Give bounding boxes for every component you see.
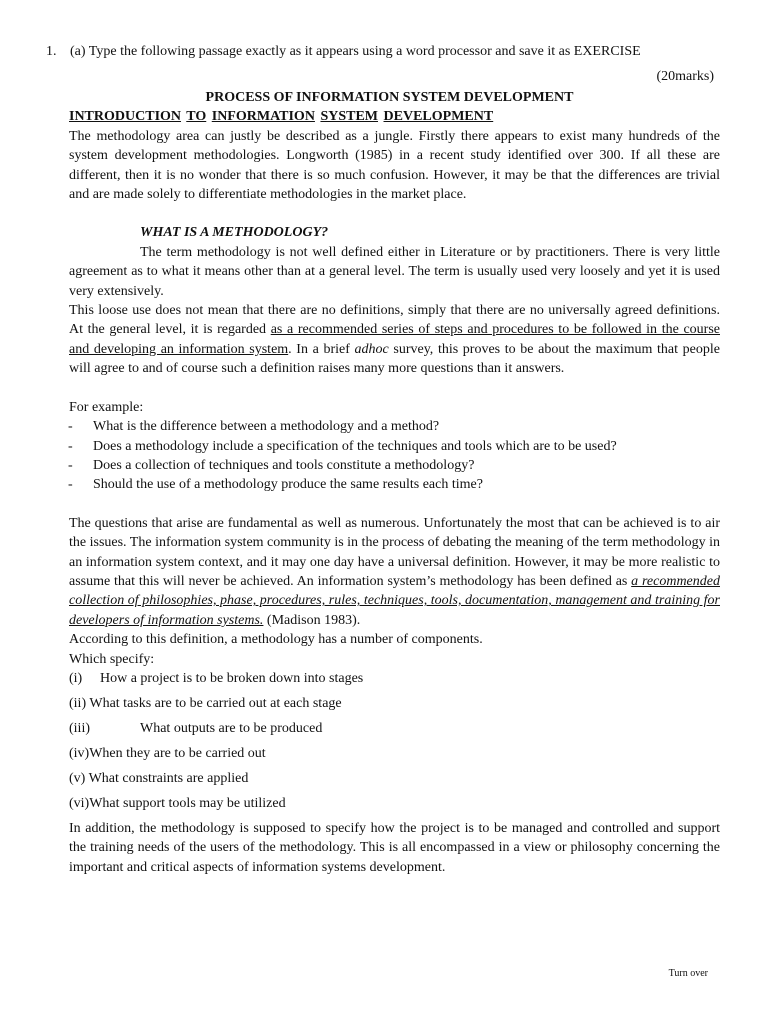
list-item: - Does a collection of techniques and tools constitute a methodology?: [68, 457, 475, 473]
question-instruction: (a) Type the following passage exactly as it appears using a word processor and save it as EXERCISE: [70, 44, 641, 59]
list-item: - Should the use of a methodology produce the same results each time?: [68, 477, 483, 493]
paragraph-closing: In addition, the methodology is supposed to specify how the project is to be managed and controlled and support the training needs of the users of the methodology. This is all encompassed in a view or philosophy concerning the important and critical aspects of information systems development.: [69, 820, 720, 875]
question-number: 1.: [46, 44, 57, 59]
question-list: [69, 417, 720, 495]
definition-underlined: as a recommended series of steps and procedures to be followed in the course and developing an information system: [69, 322, 720, 357]
list-item: - What is the difference between a methodology and a method?: [68, 419, 440, 435]
intro-heading: INTRODUCTION TO INFORMATION SYSTEM DEVELOPMENT: [69, 109, 494, 125]
example-intro: For example:: [69, 399, 144, 415]
paragraph-intro: The methodology area can justly be described as a jungle. Firstly there appears to exist many hundreds of the system development methodologies. Longworth (1985) in a recent study identified over 300. If all these are different, then it is no wonder that there is so much confusion. However, it may be that the differences are trivial and are made solely to differentiate methodologies in the market place.: [69, 128, 720, 203]
madison-definition: a recommended collection of philosophies, phase, procedures, rules, techniques, tools, documentation, management and training for developers of information systems.: [69, 573, 720, 628]
list-item: - Does a methodology include a specification of the techniques and tools which are to be used?: [68, 438, 617, 454]
list-item: (vi)What support tools may be utilized: [69, 795, 286, 811]
question-marks: (20marks): [656, 69, 714, 84]
paragraph-loose-use: This loose use does not mean that there are no definitions, simply that there are no universally agreed definitions. At the general level, it is regarded as a recommended series of steps and procedures to be followed in the course and developing an information system. In a brief adhoc survey, this proves to be about the maximum that people will agree to and of course such a definition raises many more questions than it answers.: [69, 303, 720, 377]
turn-over-note: Turn over: [668, 968, 708, 979]
which-specify: Which specify:: [69, 651, 155, 667]
subheading-methodology: WHAT IS A METHODOLOGY?: [140, 225, 329, 241]
paragraph-components: According to this definition, a methodology has a number of components.: [69, 632, 483, 648]
list-item: (ii) What tasks are to be carried out at each stage: [69, 695, 342, 711]
paragraph-definition: The term methodology is not well defined either in Literature or by practitioners. There is very little agreement as to what it means other than at a general level. The term is usually used very loosely and yet it is used very extensively.: [69, 244, 720, 299]
list-item: (iv)When they are to be carried out: [69, 745, 266, 761]
components-list: [69, 669, 720, 819]
paragraph-questions: The questions that arise are fundamental as well as numerous. Unfortunately the most that can be achieved is to air the issues. The information system community is in the process of debating the meaning of the term methodology in an information system context, and it may one day have a universal definition. However, it may be more realistic to assume that this will never be achieved. An information system’s methodology has been defined as a recommended collection of philosophies, phase, procedures, rules, techniques, tools, documentation, management and training for developers of information systems. (Madison 1983).: [69, 515, 721, 628]
list-item: (iii) What outputs are to be produced: [69, 720, 323, 736]
passage: [69, 88, 720, 877]
list-item: (i) How a project is to be broken down into stages: [69, 670, 364, 686]
document-title: PROCESS OF INFORMATION SYSTEM DEVELOPMENT: [205, 90, 574, 105]
list-item: (v) What constraints are applied: [69, 770, 249, 786]
question-line: [46, 44, 641, 60]
